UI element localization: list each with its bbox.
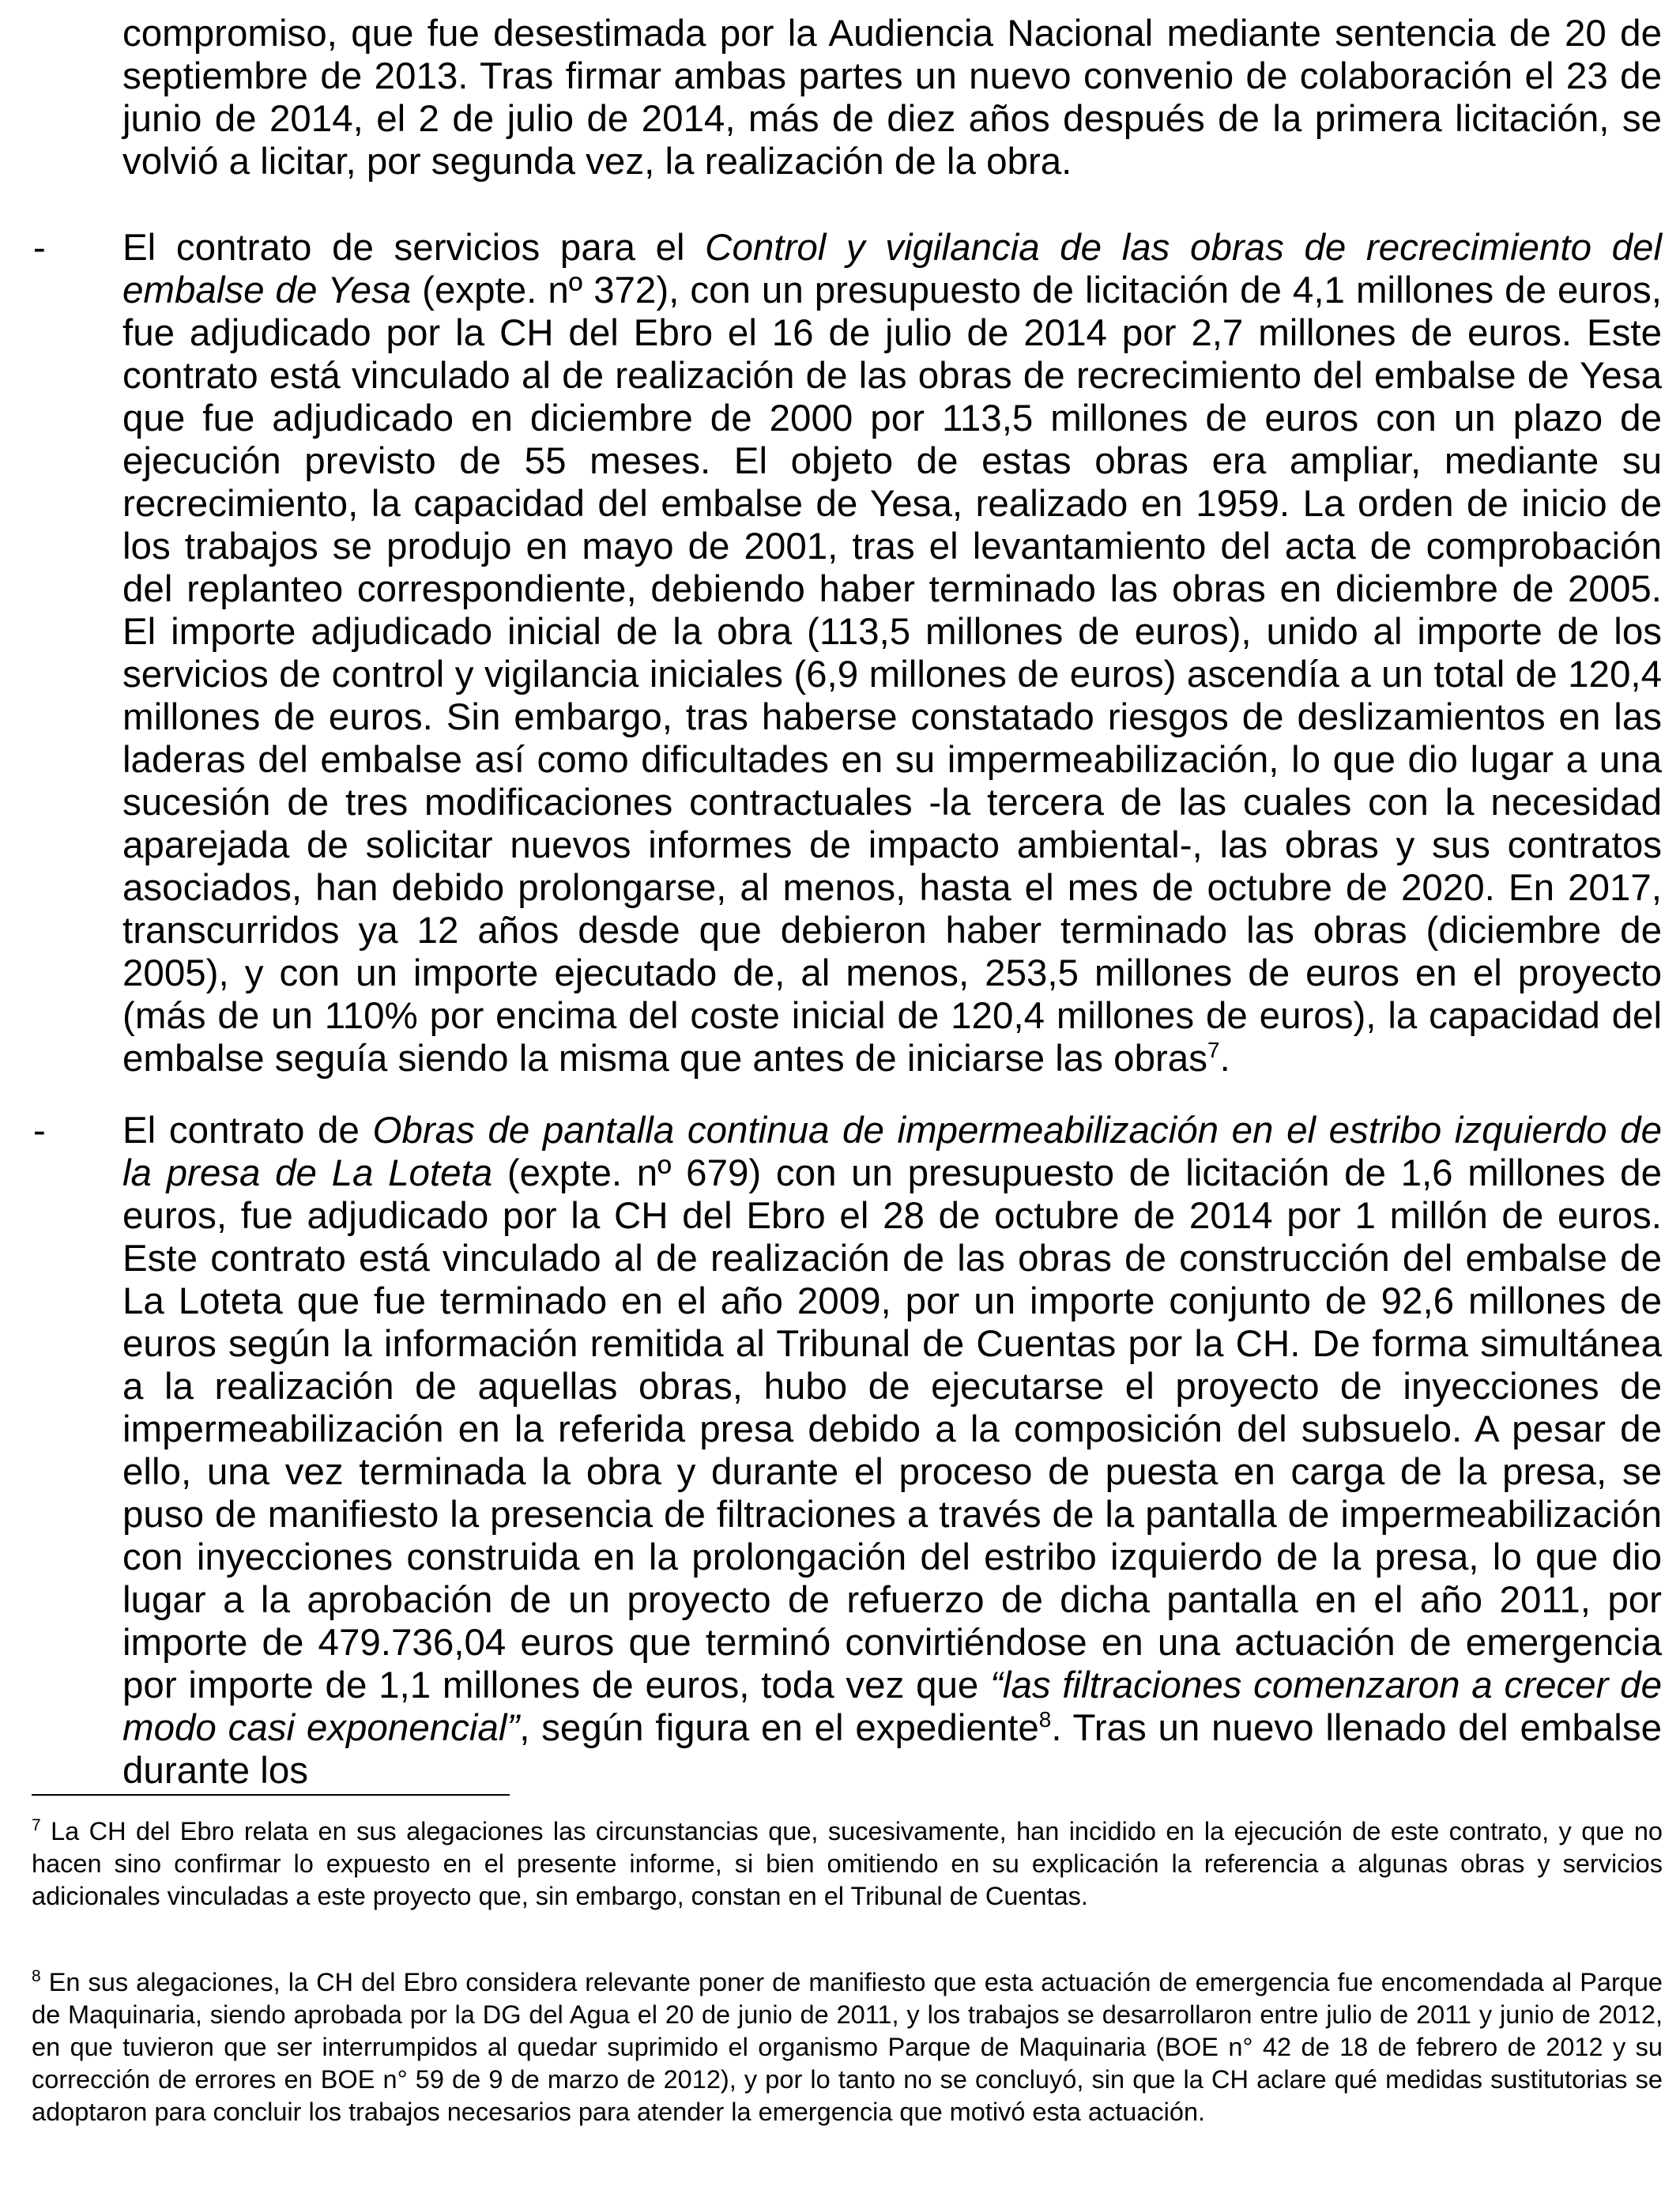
item-body-2: , según figura en el expediente: [519, 1707, 1039, 1749]
list-item-yesa: [122, 227, 1662, 1080]
footnote-separator: [32, 1794, 510, 1796]
intro-text: compromiso, que fue desestimada por la Audiencia Nacional mediante sentencia de 20 de septiembre de 2013. Tras firmar ambas partes un nuevo convenio de colaboración el 23 de junio de 2014, el 2 de julio de 2014, más de diez años después de la primera licitación, se volvió a licitar, por segunda vez, la realización de la obra.: [122, 13, 1662, 183]
contract-title: Control y vigilancia de las obras de recrecimiento del embalse de Yesa: [122, 227, 1662, 311]
footnote-8: [32, 1966, 1663, 2128]
item-end: . Tras un nuevo llenado del embalse durante los: [122, 1707, 1662, 1792]
footnote-number: 7: [32, 1816, 41, 1835]
quote-text: “las filtraciones comenzaron a crecer de modo casi exponencial”: [122, 1664, 1662, 1749]
footnote-text: La CH del Ebro relata en sus alegaciones las circunstancias que, sucesivamente, han incidido en la ejecución de este contrato, y que no hacen sino confirmar lo expuesto en el presente informe, si bien omitiendo en su explicación la referencia a algunas obras y servicios adicionales vinculadas a este proyecto que, sin embargo, constan en el Tribunal de Cuentas.: [32, 1817, 1663, 1910]
item-lead: El contrato de: [122, 1110, 373, 1152]
bullet-dash: -: [33, 1110, 46, 1152]
footnote-number: 8: [32, 1967, 41, 1986]
intro-paragraph: [122, 13, 1662, 183]
footnote-ref-8[interactable]: 8: [1038, 1707, 1052, 1732]
footnote-ref-7[interactable]: 7: [1207, 1038, 1220, 1063]
contract-title: Obras de pantalla continua de impermeabilización en el estribo izquierdo de la presa de La Loteta: [122, 1110, 1662, 1194]
bullet-dash: -: [33, 227, 46, 269]
item-lead: El contrato de servicios para el: [122, 227, 706, 269]
item-body: (expte. nº 372), con un presupuesto de licitación de 4,1 millones de euros, fue adjudicado por la CH del Ebro el 16 de julio de 2014 por 2,7 millones de euros. Este contrato está vinculado al de realización de las obras de recrecimiento del embalse de Yesa que fue adjudicado en diciembre de 2000 por 113,5 millones de euros con un plazo de ejecución previsto de 55 meses. El objeto de estas obras era ampliar, mediante su recrecimiento, la capacidad del embalse de Yesa, realizado en 1959. La orden de inicio de los trabajos se produjo en mayo de 2001, tras el levantamiento del acta de comprobación del replanteo correspondiente, debiendo haber terminado las obras en diciembre de 2005. El importe adjudicado inicial de la obra (113,5 millones de euros), unido al importe de los servicios de control y vigilancia iniciales (6,9 millones de euros) ascendía a un total de 120,4 millones de euros. Sin embargo, tras haberse constatado riesgos de deslizamientos en las laderas del embalse así como dificultades en su impermeabilización, lo que dio lugar a una sucesión de tres modificaciones contractuales -la tercera de las cuales con la necesidad aparejada de solicitar nuevos informes de impacto ambiental-, las obras y sus contratos asociados, han debido prolongarse, al menos, hasta el mes de octubre de 2020. En 2017, transcurridos ya 12 años desde que debieron haber terminado las obras (diciembre de 2005), y con un importe ejecutado de, al menos, 253,5 millones de euros en el proyecto (más de un 110% por encima del coste inicial de 120,4 millones de euros), la capacidad del embalse seguía siendo la misma que antes de iniciarse las obras: [122, 270, 1662, 1080]
item-end: .: [1219, 1038, 1230, 1080]
footnote-text: En sus alegaciones, la CH del Ebro considera relevante poner de manifiesto que esta actuación de emergencia fue encomendada al Parque de Maquinaria, siendo aprobada por la DG del Agua el 20 de junio de 2011, y los trabajos se desarrollaron entre julio de 2011 y junio de 2012, en que tuvieron que ser interrumpidos al quedar suprimido el organismo Parque de Maquinaria (BOE n° 42 de 18 de febrero de 2012 y su corrección de errores en BOE n° 59 de 9 de marzo de 2012), y por lo tanto no se concluyó, sin que la CH aclare qué medidas sustitutorias se adoptaron para concluir los trabajos necesarios para atender la emergencia que motivó esta actuación.: [32, 1968, 1663, 2126]
list-item-loteta: [122, 1110, 1662, 1793]
footnote-7: [32, 1815, 1663, 1913]
item-body: (expte. nº 679) con un presupuesto de licitación de 1,6 millones de euros, fue adjudicado por la CH del Ebro el 28 de octubre de 2014 por 1 millón de euros. Este contrato está vinculado al de realización de las obras de construcción del embalse de La Loteta que fue terminado en el año 2009, por un importe conjunto de 92,6 millones de euros según la información remitida al Tribunal de Cuentas por la CH. De forma simultánea a la realización de aquellas obras, hubo de ejecutarse el proyecto de inyecciones de impermeabilización en la referida presa debido a la composición del subsuelo. A pesar de ello, una vez terminada la obra y durante el proceso de puesta en carga de la presa, se puso de manifiesto la presencia de filtraciones a través de la pantalla de impermeabilización con inyecciones construida en la prolongación del estribo izquierdo de la presa, lo que dio lugar a la aprobación de un proyecto de refuerzo de dicha pantalla en el año 2011, por importe de 479.736,04 euros que terminó convirtiéndose en una actuación de emergencia por importe de 1,1 millones de euros, toda vez que: [122, 1152, 1662, 1706]
